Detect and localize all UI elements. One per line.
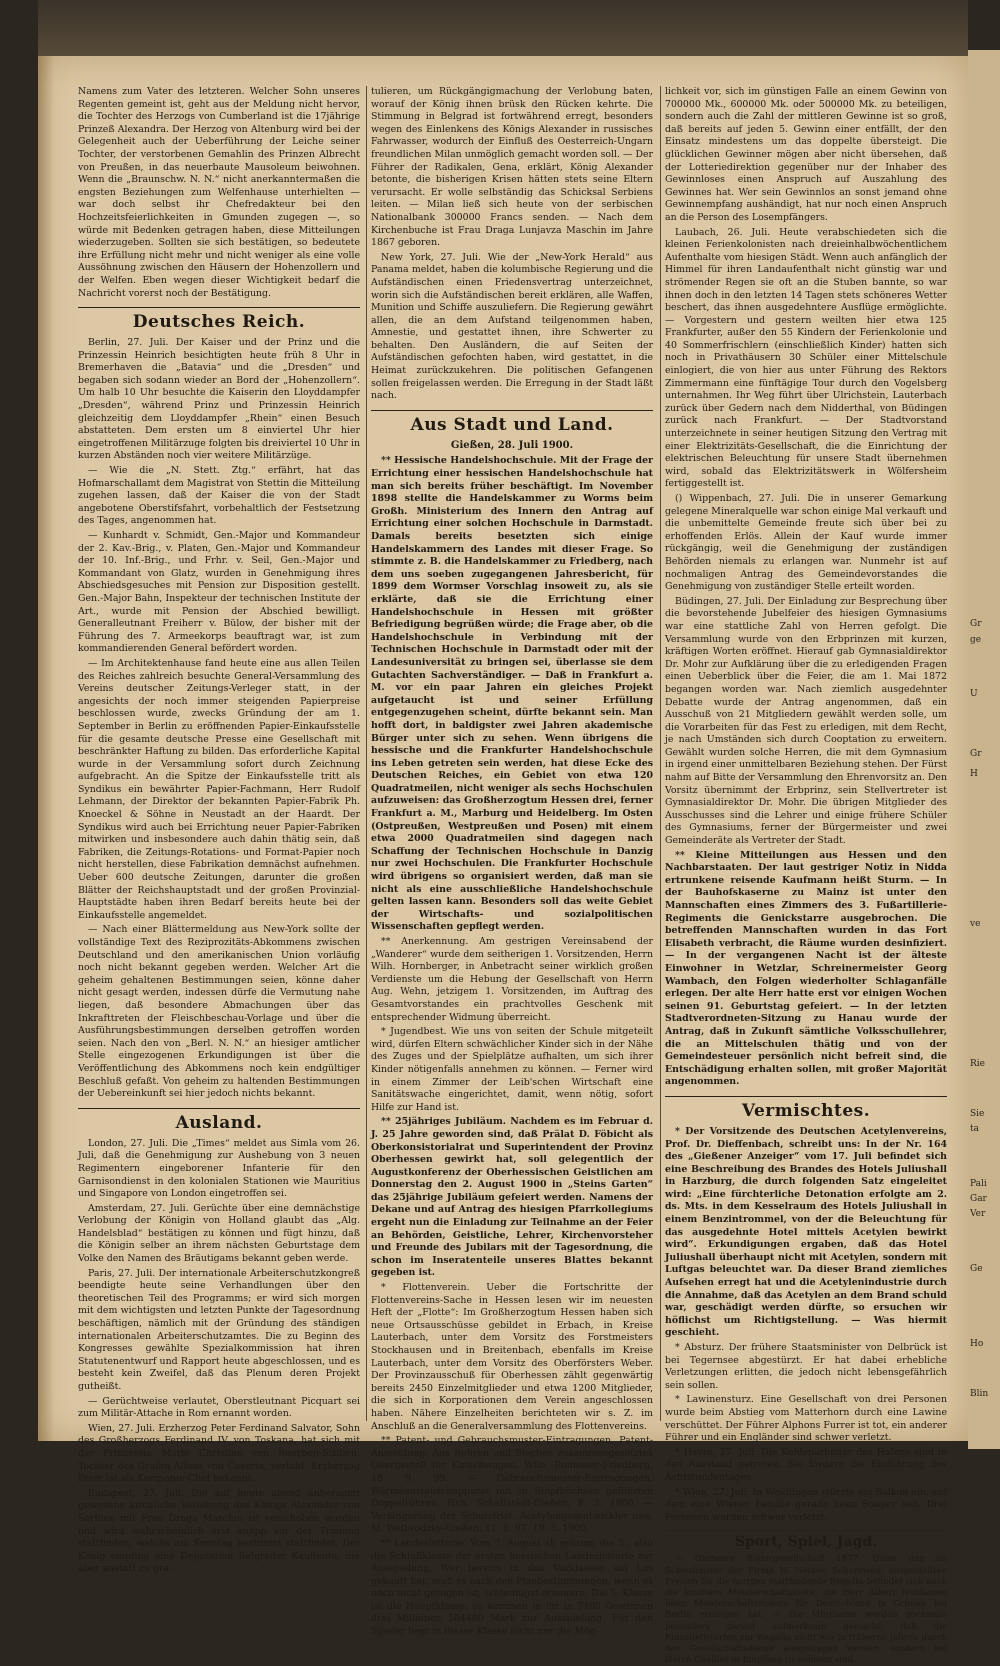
edge-fragment: ge [970,635,982,645]
article-paragraph: * Havre, 27. Juli. Die Kohlenarbeiter des Hafens sind in den Ausstand getreten. Sie fordern die Einführung des Achtstundentages. [665,1446,947,1483]
article-paragraph: * Flottenverein. Ueber die Fortschritte der Flottenvereins-Sache in Hessen lesen wir im neuesten Heft der „Flotte“: Im Großherzogtum Hessen haben sich neue Ortsausschüsse gebildet in Erbach, in Kreise Lauterbach, unter dem Vorsitz des Forstmeisters Stockhausen und in Breitenbach, ebenfalls im Kreise Lauterbach, unter dem Vorsitz des Oberförsters Weber. Der Provinzausschuß für Oberhessen zählt gegenwärtig bereits 2450 Einzelmitglieder und etwa 1200 Mitglieder, die sich in Korporationen dem Verein angeschlossen haben. Nähere Einzelheiten berichteten wir s. Z. im Anschluß an die Generalversammlung des Flottenvereins. [371,1282,653,1432]
article-paragraph: * Lawinensturz. Eine Gesellschaft von drei Personen wurde beim Abstieg vom Matterhorn durch eine Lawine verschüttet. Der Führer Alphons Furrer ist tot, ein anderer Führer und ein Engländer sind schwer verletzt. [665,1394,947,1444]
article-paragraph: ** Patent- und Gebrauchsmuster-Eintragungen. Patent-Anmeldung. Aus Rohren und Blechen zusammengesetztes Obergestell für Kutschwagen. Wilh. Romeiser-Friedberg, 18. 9. 99. — Gebrauchsmuster-Eintragungen. Wärmeaustauschapparat mit in Stopfbüchsen geführten Doppelröhren, Hch. Schaffstädt-Gießen, 8. 3. 1900. — Verlängerung der Schutzfrist. Acetylengasentwickler usw. M. Welbrodzky-Gießen, 11. 6. 97, 19. 5. 1900. [371,1435,653,1535]
article-paragraph: * Absturz. Der frühere Staatsminister von Delbrück ist bei Tegernsee abgestürzt. Er hat dabei erhebliche Verletzungen erlitten, die jedoch nicht lebensgefährlich sein sollen. [665,1342,947,1391]
section-vermischtes [665,1126,947,1524]
col3-intro [665,86,947,1089]
edge-fragment: U [970,689,978,699]
article-paragraph: Büdingen, 27. Juli. Der Einladung zur Besprechung über die bevorstehende Jubelfeier des hiesigen Gymnasiums war eine stattliche Zahl von Herren gefolgt. Die Versammlung wurde von den Erbprinzen mit kurzen, kräftigen Worten eröffnet. Hierauf gab Gymnasialdirektor Dr. Mohr zur Aufklärung über die zu erledigenden Fragen einen Ueberblick über die Feier, die am 1. Mai 1872 begangen worden war. Nach ziemlich ausgedehnter Debatte wurde der Antrag angenommen, daß ein Ausschuß von 21 Mitgliedern gewählt werden solle, um die Vorarbeiten für das Fest zu erledigen, mit dem Recht, je nach Umständen sich durch Cooptation zu erweitern. Gewählt wurden solche Herren, die mit dem Gymnasium in irgend einer unmittelbaren Beziehung stehen. Der Fürst nahm auf Bitte der Versammlung den Ehrenvorsitz an. Den Vorsitz übernimmt der Erbprinz, sein Stellvertreter ist Gymnasialdirektor Dr. Mohr. Die übrigen Mitglieder des Ausschusses sind die Lehrer und einige frühere Schüler des Gymnasiums, ferner der Bürgermeister und zwei Gemeinderäte als Vertreter der Stadt. [665,595,947,847]
article-paragraph: — Im Architektenhause fand heute eine aus allen Teilen des Reiches zahlreich besuchte General-Versammlung des Vereins deutscher Zeitungs-Verleger statt, in der angesichts der noch immer steigenden Papierpreise beschlossen wurde, zwecks Gründung der am 1. September in Berlin zu eröffnenden Papier-Einkaufsstelle für die gesamte deutsche Presse eine Gesellschaft mit beschränkter Haftung zu bilden. Das erforderliche Kapital wurde in der Versammlung sofort durch Zeichnung aufgebracht. An die Spitze der Einkaufsstelle tritt als Syndikus ein bewährter Papier-Fachmann, Herr Rudolf Lehmann, der Direktor der bekannten Papier-Fabrik Ph. Knoeckel & Söhne in Neustadt an der Haardt. Der Syndikus wird auch bei Errichtung neuer Papier-Fabriken mitwirken und insbesondere auch dahin thätig sein, daß Fabriken, die Zeitungs-Rotations- und Format-Papier noch nicht herstellen, diese Fabrikation demnächst aufnehmen. Ueber 600 deutsche Zeitungen, darunter die großen Blätter der Reichshauptstadt und der großen Provinzial-Hauptstädte haben ihren Bedarf bereits heute bei der Einkaufsstelle angemeldet. [78,657,360,921]
section-heading-ausland: Ausland. [78,1108,360,1133]
section-stadt-und-land [371,455,653,1638]
article-paragraph: London, 27. Juli. Die „Times“ meldet aus Simla vom 26. Juli, daß die Genehmigung zur Aushebung von 3 neuen Regimentern eingeborener Infanterie für den Garnisondienst in den kolonialen Stationen wie Mauritius und Singapore von London eingetroffen sei. [78,1137,360,1200]
article-paragraph: Amsterdam, 27. Juli. Gerüchte über eine demnächstige Verlobung der Königin von Holland glaubt das „Alg. Handelsblad“ bestätigen zu können und fügt hinzu, daß die Königin selber an ihrem nächsten Geburtstage dem Volke den Namen des Bräutigams bekannt geben werde. [78,1202,360,1265]
edge-fragment: Ge [970,1264,983,1274]
article-paragraph: Laubach, 26. Juli. Heute verabschiedeten sich die kleinen Ferienkolonisten nach dreieinhalbwöchentlichem Aufenthalte vom hiesigen Städt. Wenn auch anfänglich der Himmel für ihren Landaufenthalt nicht günstig war und strömender Regen sie oft an die Stuben bannte, so war ihnen doch in den letzten 14 Tagen stets schöneres Wetter beschert, das ihnen ausgedehntere Ausflüge ermöglichte. — Vorgestern und gestern weilten hier etwa 125 Frankfurter, außer den 55 Kindern der Ferienkolonie und 40 Sommerfrischlern (einschließlich Kinder) hatten sich noch in Privathäusern 30 Schüler einer Mittelschule einlogiert, die von hier aus unter Führung des Rektors Zimmermann eine fünftägige Tour durch den Vogelsberg unternahmen. Ihr Weg führt über Ulrichstein, Lauterbach zurück über Gedern nach dem Nidderthal, von Büdingen zurück nach Frankfurt. — Der Stadtvorstand unterzeichnete in seiner heutigen Sitzung den Vertrag mit einer Elektrizitäts-Gesellschaft, die die Einrichtung der elektrischen Beleuchtung für unsere Stadt übernehmen wird, sobald das Elektrizitätswerk in Wölfersheim fertiggestellt ist. [665,226,947,490]
article-paragraph: ** Anerkennung. Am gestrigen Vereinsabend der „Wanderer“ wurde dem seitherigen 1. Vorsitzenden, Herrn Wilh. Hornberger, in Anbetracht seiner wirklich großen Verdienste um die Hebung der Gesellschaft von Herrn Aug. Wehn, jetzigem 1. Vorsitzenden, im Auftrag des Gesamtvorstandes ein prachtvolles Geschenk mit entsprechender Widmung überreicht. [371,936,653,1023]
edge-fragment: Pali [970,1179,987,1189]
section-ausland [78,1138,360,1576]
column-2 [371,86,653,1638]
edge-fragment: Ver [970,1209,986,1219]
article-paragraph: — Kunhardt v. Schmidt, Gen.-Major und Kommandeur der 2. Kav.-Brig., v. Platen, Gen.-Major und Kommandeur der 10. Inf.-Brig., und Frhr. v. Seil, Gen.-Major und Kommandant von Glatz, wurden in Genehmigung ihres Abschiedsgesuches mit Pension zur Disposition gestellt. Gen.-Major Bahn, Inspekteur der technischen Institute der Art., wurde mit Pension der Abschied bewilligt. Generalleutnant Freiherr v. Bülow, der bisher mit der Führung des 7. Armeekorps beauftragt war, ist zum kommandierenden General befördert worden. [78,530,360,655]
article-paragraph: — Gerüchtweise verlautet, Oberstleutnant Picquart sei zum Militär-Attache in Rom ernannt worden. [78,1395,360,1420]
article-paragraph: New York, 27. Juli. Wie der „New-York Herald“ aus Panama meldet, haben die kolumbische Regierung und die Aufständischen einen Friedensvertrag unterzeichnet, worin sich die Aufständischen bereit erklären, alle Waffen, Munition und Schiffe auszuliefern. Die Regierung gewährt allen, die an dem Aufstand teilgenommen haben, Amnestie, und gestattet ihnen, ihre Schwerter zu behalten. Den Ausländern, die auf Seiten der Aufständischen gefochten haben, wird gestattet, in die Heimat zurückzukehren. Die politischen Gefangenen sollen freigelassen werden. Die Erregung in der Stadt läßt nach. [371,251,653,402]
section-sport [665,1554,947,1666]
column-rule [660,86,661,1421]
column-1 [78,86,361,1575]
edge-fragment: Rie [970,1059,985,1069]
section-heading-sport: Sport, Spiel, Jagd. [665,1530,947,1551]
adjacent-page-edge [968,50,1000,1449]
newspaper-page [38,56,968,1666]
column-rule [366,86,367,1421]
article-paragraph: tulieren, um Rückgängigmachung der Verlobung baten, worauf der König ihnen brüsk den Rücken kehrte. Die Stimmung in Belgrad ist fortwährend erregt, besonders wegen des Einlenkens des Königs Alexander in russisches Fahrwasser, wodurch der Einfluß des Oesterreich-Ungarn freundlichen Milan unmöglich gemacht worden soll. — Der Führer der Radikalen, Gena, erklärt, König Alexander betonte, die bisherigen Krisen hätten stets seine Eltern verursacht. Er wolle selbständig das Schicksal Serbiens leiten. — Milan ließ sich heute von der serbischen Nationalbank 300000 Francs senden. — Nach dem Kirchenbuche ist Frau Draga Lunjavza Maschin im Jahre 1867 geboren. [371,86,653,249]
section-heading-vermischtes: Vermischtes. [665,1096,947,1121]
section-heading-deutsches-reich: Deutsches Reich. [78,307,360,332]
article-paragraph: Wien, 27. Juli. Erzherzog Peter Ferdinand Salvator, Sohn des Großherzogs Ferdinand IV. von Toskana, hat sich mit der Prinzessin Marie Christine von Bourbon-Sizilien, Tochter des Grafen Alfons von Caserta, verlobt. Erzherzog Peter ist als Kompanie-Chef bekannt. [78,1422,360,1485]
section-deutsches-reich [78,337,360,1101]
edge-fragment: Gr [970,749,982,759]
article-paragraph: Berlin, 27. Juli. Der Kaiser und der Prinz und die Prinzessin Heinrich besichtigten heute früh 8 Uhr in Bremerhaven die „Batavia“ und die „Dresden“ und begaben sich sodann wieder an Bord der „Hohenzollern“. Um halb 10 Uhr besuchte die Kaiserin den Lloyddampfer „Dresden“, während Prinz und Prinzessin Heinrich gleichzeitig dem Lloyddampfer „Rhein“ einen Besuch abstatteten. Dem ersten um 8 einviertel Uhr hier eingetroffenen Militärzuge folgten bis dreiviertel 10 Uhr in kurzen Abständen noch vier weitere Militärzüge. [78,337,361,462]
article-paragraph: lichkeit vor, sich im günstigen Falle an einem Gewinn von 700000 Mk., 600000 Mk. oder 500000 Mk. zu beteiligen, sondern auch die Zahl der mittleren Gewinne ist so groß, daß bereits auf jeden 5. Gewinn einer entfällt, der den Einsatz mindestens um das doppelte übersteigt. Die glücklichen Gewinner mögen aber nicht übersehen, daß der Lotteriedirektion gegenüber nur der Inhaber des Gewinnloses einen Anspruch auf Auszahlung des Gewinnes hat. Wer sein Gewinnlos an sonst jemand ohne Gewinnempfang aushändigt, hat nur noch einen Anspruch an die Person des Losempfängers. [665,86,947,223]
article-paragraph: ** Landeslotterie. Vom 7. August ab gelangt die 5., also die Schlußklasse der ersten hessischen Landeslotterie zur Ausspielung. Wer bereits in den Vorklassen ein Los gekauft hat, muß es nach den Planbestimmungen, wenn es noch nicht gezogen ist, schleunigst erneuern. Die 5. Klasse ist die Hauptklasse; es kommen in ihr in 7400 Gewinnen drei Millionen 584400 Mark zur Ausspielung. Für den Spieler liegt in dieser Klasse nicht nur die Mög- [371,1537,653,1638]
article-paragraph: — Nach einer Blättermeldung aus New-York sollte der vollständige Text des Reziprozitäts-Abkommens zwischen Deutschland und den amerikanischen Union vorläufig noch nicht bekannt gegeben werden. Welcher Art die geheim gehaltenen Bestimmungen seien, könne daher nicht gesagt werden, indessen dürfe die Vermutung nahe liegen, daß besondere Abmachungen über das Inkrafttreten der Fleischbeschau-Vorlage und über die Ausführungsbestimmungen derselben getroffen worden seien. Nach den von „Berl. N. N.“ an hiesiger amtlicher Stelle eingezogenen Erkundigungen ist über die Veröffentlichung des Abkommens noch kein endgültiger Beschluß gefaßt. Von geheim zu haltenden Bestimmungen der Uebereinkunft sei hier jedoch nichts bekannt. [78,924,360,1100]
article-paragraph: * Jugendbest. Wie uns von seiten der Schule mitgeteilt wird, dürfen Eltern schwächlicher Kinder sich in der Nähe des Zuges und der Spielplätze aufhalten, um sich ihrer Kinder nötigenfalls annehmen zu können. — Ferner wird in einem Zimmer der Leib'schen Wirtschaft eine Sanitätswache eingerichtet, damit, wenn nötig, sofort Hilfe zur Hand ist. [371,1026,653,1113]
edge-fragment: ve [970,919,981,929]
column-3 [665,86,947,1666]
article-paragraph: * Der Vorsitzende des Deutschen Acetylenvereins, Prof. Dr. Dieffenbach, schreibt uns: In der Nr. 164 des „Gießener Anzeiger“ vom 17. Juli befindet sich eine Beschreibung des Brandes des Hotels Juliushall in Harzburg, die durch folgenden Satz eingeleitet wird: „Eine fürchterliche Detonation erfolgte am 2. ds. Mts. in dem Kesselraum des Hotels Juliushall in einem Benzintrommel, von der die Beleuchtung für das ausgedehnte Hotel mittels Acetylen bewirkt wird“. Erkundigungen ergaben, daß das Hotel Juliushall überhaupt nicht mit Acetylen, sondern mit Luftgas beleuchtet war. Da dieser Brand ziemliches Aufsehen erregt hat und die Acetylenindustrie durch die Annahme, daß das Acetylen an dem Brand schuld war, geschädigt werden dürfte, so ersuchen wir höflichst um Richtigstellung. — Was hiermit geschieht. [665,1125,947,1339]
edge-fragment: Gar [970,1194,987,1204]
edge-fragment: Blin [970,1389,989,1399]
edge-fragment: ta [970,1124,979,1134]
edge-fragment: Gr [970,619,982,629]
section-heading-stadt-und-land: Aus Stadt und Land. [371,410,653,435]
article-paragraph: * Wien, 27. Juli. In Weidlingen stürzte ein Balkon ein, auf dem eine Wiener Familie gerade beim Souper saß. Drei Personen wurden schwer verletzt. [665,1486,947,1523]
edge-fragment: H [970,769,978,779]
edge-fragment: Ho [970,1339,984,1349]
article-paragraph: ** Hessische Handelshochschule. Mit der Frage der Errichtung einer hessischen Handelshochschule hat man sich bereits früher beschäftigt. Im November 1898 stellte die Handelskammer zu Worms beim Großh. Ministerium des Innern den Antrag auf Errichtung einer solchen Hochschule in Darmstadt. Damals bereits besetzten sich einige Handelskammern des Landes mit dieser Frage. So stimmte z. B. die Handelskammer zu Friedberg, nach dem uns soeben zugegangenen Jahresbericht, für 1899 dem Wormser Vorschlag insoweit zu, als sie erklärte, daß sie die Errichtung einer Handelshochschule in Hessen mit größter Befriedigung begrüßen würde; die Frage aber, ob die Handelshochschule in Verbindung mit der Technischen Hochschule in Darmstadt oder mit der Landesuniversität zu bringen sei, überlasse sie dem Gutachten Sachverständiger. — Daß in Frankfurt a. M. vor ein paar Jahren ein gleiches Projekt aufgetaucht ist und seiner Erfüllung entgegenzugehen scheint, dürfte bekannt sein. Man hofft dort, in baldigster zwei Jahren akademische Bürger unter sich zu sehen. Wenn übrigens die hessische und die Frankfurter Handelshochschule ins Leben getreten sein werden, hat diese Ecke des Deutschen Reiches, ein Gebiet von etwa 120 Quadratmeilen, nicht weniger als sechs Hochschulen aufzuweisen: das Großherzogtum Hessen drei, ferner Frankfurt a. M., Marburg und Heidelberg. Im Osten (Ostpreußen, Westpreußen und Posen) mit einem etwa 2000 Quadratmeilen sind dagegen nach Schaffung der Technischen Hochschule in Danzig nur zwei Hochschulen. Die Frankfurter Hochschule wird übrigens so organisiert werden, daß man sie nicht als eine ausschließliche Handelshochschule gelten lassen kann. Besonders soll das weite Gebiet der Wirtschafts- und sozialpolitischen Wissenschaften gepflegt werden. [371,455,653,933]
article-paragraph: () Wippenbach, 27. Juli. Die in unserer Gemarkung gelegene Mineralquelle war schon einige Mal verkauft und die unbemittelte Gemeinde freute sich über bei zu erhoffenden Erlös. Allein der Kauf wurde immer rückgängig, weil die Genehmigung der zuständigen Behörden niemals zu erlangen war. Nunmehr ist auf nochmaligen Antrag des Gemeindevorstandes die Genehmigung von zuständiger Stelle erteilt worden. [665,493,947,593]
col1-intro [78,86,360,300]
col2-intro [371,86,653,403]
article-paragraph: Budapest, 27. Juli. Die auf heute abend anberaumt gewesene kirchliche Verlobung des Königs Alexander von Serbien mit Frau Draga Maschin ist verschoben worden und wird wahrscheinlich erst knapp vor der Trauung stattfinden, welche am Sonntag bestimmt stattfindet. Der König empfing eine Deputation Belgrader Kaufleute, die aber anstatt zu gra- [78,1487,360,1575]
article-paragraph: ** 25jähriges Jubiläum. Nachdem es im Februar d. J. 25 Jahre geworden sind, daß Prälat D. Föbicht als Oberkonsistorialrat und Superintendent der Provinz Oberhessen gewirkt hat, soll gelegentlich der Augustkonferenz der Oberhessischen Geistlichen am Donnerstag den 2. August 1900 in „Steins Garten“ das 25jährige Jubiläum gefeiert werden. Namens der Dekane und auf Antrag des hiesigen Pfarrkollegiums ergeht nun die Einladung zur Teilnahme an der Feier an Behörden, Geistliche, Lehrer, Kirchenvorsteher und Freunde des Jubilars mit der Tagesordnung, die schon im Inseratenteile unseres Blattes bekannt gegeben ist. [371,1116,653,1279]
article-paragraph: Namens zum Vater des letzteren. Welcher Sohn unseres Regenten gemeint ist, geht aus der Meldung nicht hervor, die Tochter des Herzogs von Cumberland ist die 17jährige Prinzeß Alexandra. Der Herzog von Altenburg wird bei der Gelegenheit auch der Ueberführung der Leiche seiner Tochter, der verstorbenen Gemahlin des Prinzen Albrecht von Preußen, in das neuerbaute Mausoleum beiwohnen. Wenn die „Braunschw. N. N.“ nicht anerkanntermaßen die engsten Beziehungen zum Welfenhause unterhielten — war doch selbst ihr Chefredakteur bei den Hochzeitsfeierlichkeiten in Gmunden zugegen —, so würde mit Bedenken getragen haben, diese Mitteilungen wiederzugeben. Sollten sie sich bestätigen, so bedeutete ihre Erfüllung nicht mehr und nicht weniger als eine volle Aussöhnung zwischen den Häusern der Hohenzollern und der Welfen. Eben wegen dieser Wichtigkeit bedarf die Nachricht vorerst noch der Bestätigung. [78,86,360,299]
article-paragraph: — Gießener Rudergesellschaft 1877. Unter den im Schaufenster der Firma W. Neider, Seltersweg, ausgestellten Preisen für die morgen stattfindende Regatta befindet sich auch die kostbare Meisterschaftskette, die Herr Albert Nöhfamen beim Meisterschaftsrudern für Deutschland in Grünau bei Berlin errungen hat. — Die Mitglieder werden nochmals besonders darauf aufmerksam gemacht, daß die Einzelteilstarten zur Regatta nicht wie in früheren Jahren durch den Gesellschaftsdiener ausgetragen werden, sondern bei Herrn Challier in Empfang zu nehmen sind. [665,1554,947,1666]
article-paragraph: — Wie die „N. Stett. Ztg.“ erfährt, hat das Hofmarschallamt dem Magistrat von Stettin die Mitteilung zugehen lassen, daß der Kaiser die von der Stadt angebotene Oberstifsfahrt, vorbehaltlich der Festsetzung des Tages, angenommen hat. [78,465,360,527]
scan-top-edge [38,0,968,56]
edge-fragment: Sie [970,1109,985,1119]
article-paragraph: Paris, 27. Juli. Der internationale Arbeiterschutzkongreß beendigte heute seine Verhandlungen über den theoretischen Teil des Programms; er wird sich morgen mit dem wichtigsten und letzten Punkte der Tagesordnung beschäftigen, nämlich mit der Gründung des ständigen internationalen Arbeiterschutzamtes. Die zu Beginn des Kongresses gewählte Spezialkommission hat ihren Statutenentwurf und Rapport heute abgeschlossen, und es besteht kein Zweifel, daß das Plenum deren Projekt gutheißt. [78,1267,360,1392]
article-paragraph: ** Kleine Mitteilungen aus Hessen und den Nachbarstaaten. Der laut gestriger Notiz in Nidda ertrunkene reisende Kaufmann heißt Sturm. — In der Bauhofskaserne zu Mainz ist unter den Mannschaften eines Zimmers des 3. Fußartillerie-Regiments die Genickstarre ausgebrochen. Die betreffenden Mannschaften wurden in das Fort Elisabeth verbracht, die Räume wurden desinfiziert. — In der vergangenen Nacht ist der älteste Einwohner in Wetzlar, Schreinermeister Georg Wambach, den Folgen wiederholter Schlaganfälle erlegen. Der alte Herr hatte erst vor einigen Wochen seinen 91. Geburtstag gefeiert. — In der letzten Stadtverordneten-Sitzung zu Hanau wurde der Antrag, daß in Zukunft sämtliche Volksschullehrer, die an Mittelschulen thätig und von der Gemeindesteuer persönlich nicht befreit sind, die Entschädigung erhalten sollen, mit großer Majorität angenommen. [665,849,947,1088]
dateline: Gießen, 28. Juli 1900. [450,439,574,451]
